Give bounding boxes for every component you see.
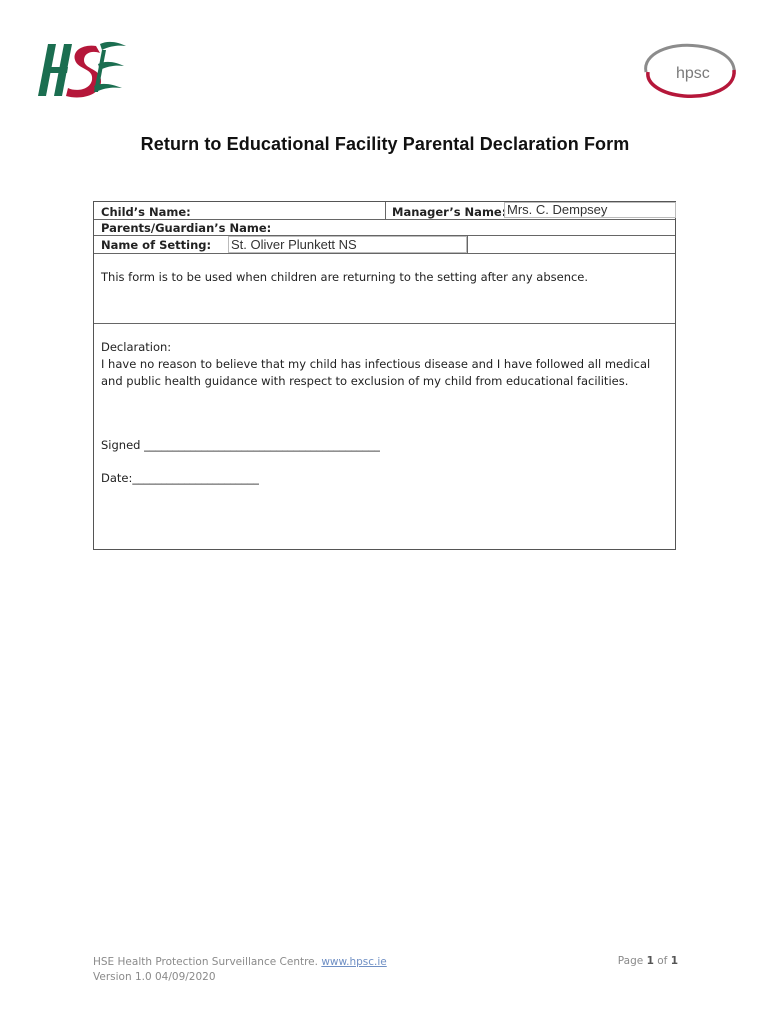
page-number bbox=[560, 955, 678, 967]
setting-field[interactable] bbox=[228, 236, 467, 253]
hse-logo bbox=[38, 38, 128, 104]
manager-name-field[interactable] bbox=[504, 202, 676, 218]
page-total: 1 bbox=[670, 955, 678, 967]
footer-link[interactable]: www.hpsc.ie bbox=[321, 956, 387, 968]
svg-text:hpsc: hpsc bbox=[676, 65, 710, 82]
footer-org: HSE Health Protection Surveillance Centre. bbox=[93, 956, 318, 968]
footer-version: Version 1.0 04/09/2020 bbox=[93, 971, 216, 983]
declaration-line-1: I have no reason to believe that my child has infectious disease and I have followed all medical bbox=[101, 357, 651, 371]
page-of: of bbox=[657, 955, 668, 967]
footer-info bbox=[93, 955, 387, 985]
instructions-text: This form is to be used when children are returning to the setting after any absence. bbox=[101, 270, 589, 284]
signature-line[interactable]: Signed _________________________________________ bbox=[101, 438, 380, 452]
form-title: Return to Educational Facility Parental Declaration Form bbox=[140, 134, 630, 154]
parent-name-label: Parents/Guardian’s Name: bbox=[101, 221, 272, 235]
setting-label: Name of Setting: bbox=[101, 238, 212, 252]
row-divider bbox=[94, 253, 675, 254]
child-name-label: Child’s Name: bbox=[101, 205, 191, 219]
cell-divider bbox=[385, 202, 386, 219]
declaration-heading: Declaration: bbox=[101, 340, 172, 354]
manager-name-label: Manager’s Name: bbox=[392, 205, 507, 219]
setting-value: St. Oliver Plunkett NS bbox=[231, 237, 357, 252]
page-current: 1 bbox=[646, 955, 654, 967]
cell-divider bbox=[467, 236, 468, 253]
date-line[interactable]: Date:______________________ bbox=[101, 471, 259, 485]
declaration-form bbox=[93, 201, 676, 550]
manager-name-value: Mrs. C. Dempsey bbox=[507, 202, 608, 217]
row-divider bbox=[94, 219, 675, 220]
declaration-line-2: and public health guidance with respect to exclusion of my child from educational facilities. bbox=[101, 374, 629, 388]
hpsc-logo bbox=[640, 40, 740, 100]
page-prefix: Page bbox=[617, 955, 644, 967]
section-divider bbox=[94, 323, 675, 324]
